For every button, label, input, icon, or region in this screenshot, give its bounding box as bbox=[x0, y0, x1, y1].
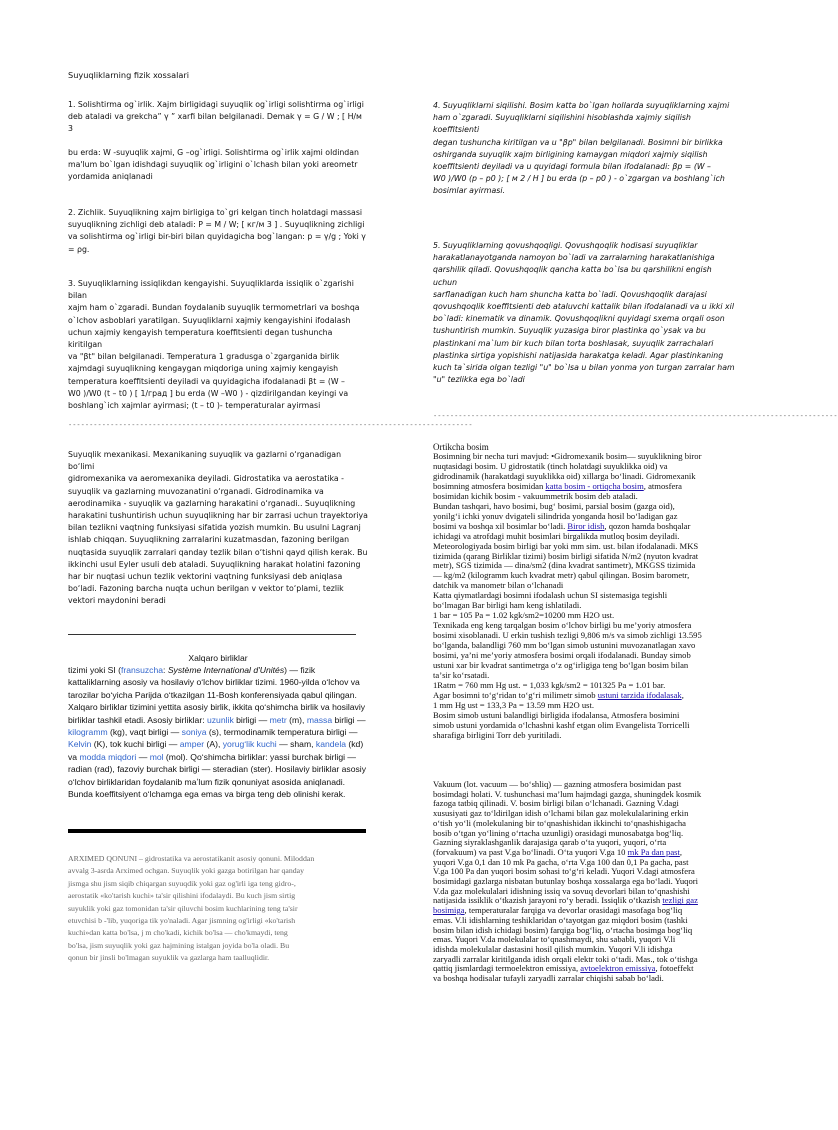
archimedes-paragraph: ARXIMED QONUNI – gidrostatika va aerostatikanit asosiy qonuni. Miloddan avvalg 3-asrda Arximed ochgan. Suyuqlik yoki gazga botirilgan har qanday jismga shu jism siqib chiqargan suyuqdik yoki gaz og'irli iga teng gidro-, aerostatik «ko'tarish kuchi» ta'sir qilishini ifodalaydi. Bu kuch jism sirtig suyuklik yoki gaz tomonidan ta'sir qiluvchi bosim kuchlarining teng ta'sir etuvchisi b -'lib, yuqoriga tik yo'naladi. Agar jismning og'irligi «ko'tarish kuchi»dan katta bo'lsa, j m cho'kadi, kichik bo'lsa — cho'kmaydi, teng bo'lsa, jism suyuqlik yoki gaz hajmining istalgan joyida bo'la oladi. Bu qonun bir jinsli bo'lmagan suyuklik va gazlarga ham taalluqlidir. bbox=[68, 854, 315, 963]
link-massa[interactable]: massa bbox=[306, 714, 333, 725]
link-kandela[interactable]: kandela bbox=[315, 739, 347, 750]
link-tezligi-gaz[interactable]: tezligi gaz bosimiga bbox=[433, 895, 698, 916]
density-paragraph: 2. Zichlik. Suyuqlikning xajm birligiga to`gri kelgan tinch holatdagi massasi suyuqlikning zichligi deb ataladi: P = M / W; [ кг/м 3 ] . Suyuqlikning zichligi va solishtirma og`irligi bir-biri bilan quyidagicha bog`langan: р = γ/g ; Yoki γ = ρg. bbox=[68, 208, 366, 254]
link-avtoelektron-emissiya[interactable]: avtoelektron emissiya bbox=[580, 963, 656, 974]
link-biror-idish[interactable]: Biror idish bbox=[567, 520, 605, 531]
si-section-title: Xalqaro birliklar bbox=[188, 653, 248, 663]
link-katta-bosim[interactable]: katta bosim - ortiqcha bosim bbox=[545, 480, 644, 491]
page-title: Suyuqliklarning fizik xossalari bbox=[68, 70, 190, 80]
excess-pressure-title: Ortikcha bosim bbox=[433, 442, 489, 452]
dashed-separator-left: ------------------------------------------------------------------------------------------------ bbox=[68, 421, 473, 429]
link-modda-miqdori[interactable]: modda miqdori bbox=[79, 751, 137, 762]
viscosity-paragraph: 5. Suyuqliklarning qovushqoqligi. Qovushqoqlik hodisasi suyuqliklar harakatlanayotganda namoyon bo`ladi va zarralarning harakatlanishiga qarshilik qiladi. Qovushqoqlik qancha katta bo`lsa bu qarshilikni engish uchun sarflanadigan kuch ham shuncha katta bo`ladi. Qovushqoqlik darajasi qovushqoqlik koeffitsienti deb ataluvchi kattalik bilan ifodalanadi va u ikki xil bo`ladi: kinematik va dinamik. Qovushqoqlikni quyidagi sxema orqali oson tushuntirish mumkin. Suyuqlik yuzasiga biror plastinka qo`ysak va bu plastinkani ma`lum bir kuch bilan torta boshlasak, suyuqlik zarrachalari plastinka sirtiga yopishishi natijasida harakatga keladi. Agar plastinkaning kuch ta`sirida olgan tezligi "u" bo`lsa u bilan yonma yon turgan zarralar ham "u" tezlikka ega bo`ladi bbox=[433, 241, 735, 385]
link-uzunlik[interactable]: uzunlik bbox=[206, 714, 234, 725]
fluid-mechanics-paragraph: Suyuqlik mexanikasi. Mexanikaning suyuqlik va gazlarni o‘rganadigan bo‘limi gidromexanika va aeromexanika deyiladi. Gidrostatika va aerostatika - suyuqlik va gazlarning muvozanatini o‘rganadi. Gidrodinamika va aerodinamika - suyuqlik va gazlarning harakatini o‘rganadi.. Suyuqlikning harakatini tushuntirish uchun suyuqlikning har bir zarrasi uchun trayektoriya bilan tezlikni vaqtning funksiyasi sifatida yozish mumkin. Bu usulni Lagranj ishlab chiqqan. Suyuqlikning zarralarini kuzatmasdan, fazoning berilgan nuqtasida suyuqlik zarralari qanday tezlik bilan o‘tishni qayd qilish kerak. Bu ikkinchi usul Eyler usuli deb ataladi. Suyuqlikning harakat holatini fazoning har bir nuqtasi uchun tezlik vektorini vaqtning funksiyasi deb aniqlasa bo‘ladi. Fazoning barcha nuqta uchun berilgan v vektor to‘plami, tezlik vektori maydonini beradi bbox=[68, 450, 368, 606]
link-ustuni-tarzida[interactable]: ustuni tarzida ifodalasak bbox=[597, 689, 682, 700]
dashed-separator-right: ------------------------------------------------------------------------------------------------ bbox=[433, 412, 838, 420]
link-soniya[interactable]: soniya bbox=[181, 727, 207, 738]
thick-horizontal-rule bbox=[68, 829, 366, 833]
link-mk-pa[interactable]: mk Pa dan past bbox=[627, 846, 680, 857]
vacuum-paragraph: Vakuum (lot. vacuum — boʻshliq) — gazning atmosfera bosimidan past bosimdagi holati. V. tushunchasi maʼlum hajmdagi gazga, shuningdek kosmik fazoga tatbiq qilinadi. V. bosim birligi bilan oʻlchanadi. Gazning V.dagi xususiyati gaz toʻldirilgan idish oʻlchami bilan gaz molekulalarining erkin oʻtish yoʻli (molekulaning bir toʻqnashishidan ikkinchi toʻqnashishigacha bosib oʻtgan yoʻlining oʻrtacha uzunligi) orasidagi munosabatga bogʻliq. Gazning siyraklashganlik darajasiga qarab oʻta yuqori, yuqori, oʻrta (forvakuum) va past V.ga boʻlinadi. Oʻta yuqori V.ga 10 mk Pa dan past, yuqori V.ga 0,1 dan 10 mk Pa gacha, oʻrta V.ga 100 dan 0,1 Pa gacha, past V.ga 100 Pa dan yuqori bosim sohasi toʻgʻri keladi. Yuqori V.dagi atmosfera bosimidagi gazlarga nisbatan butunlay boshqa xossalarga ega boʻladi. Yuqori V.da gaz molekulalari idishning issiq va sovuq devorlari bilan toʻqnashishi natijasida issiklik oʻtkazish jarayoni roʻy beradi. Issiqlik oʻtkazish tezligi gaz bosimiga, temperaturalar farqiga va devorlar orasidagi masofaga bogʻliq emas. V.li idishlarning teshiklaridan oʻtayotgan gaz miqdori bosim (tashki bosim bilan idish ichidagi bosim) farqiga bogʻliq, oʻrtacha bosimga bogʻliq emas. Yuqori V.da molekulalar toʻqnashmaydi, shu sababli, yuqori V.li idishda molekulalar dastasini hosil qilish mumkin. Yuqori V.li idishga zaryadli zarralar kiritilganda idish orqali elektr toki oʻtadi. Mas., tok oʻtishga qattiq jismlardagi termoelektron emissiya, avtoelektron emissiya, fotoeffekt va boshqa hodisalar tufayli zaryadli zarralar chiqishi sabab boʻladi. bbox=[433, 779, 702, 984]
link-mol[interactable]: mol bbox=[149, 751, 164, 762]
horizontal-rule bbox=[68, 634, 356, 635]
link-fransuzcha[interactable]: fransuzcha bbox=[121, 665, 164, 675]
specific-weight-note-paragraph: bu erda: W -suyuqlik xajmi, G –og`irligi. Solishtirma og`irlik xajmi oldindan ma'lum bo`lgan idishdagi suyuqlik og`irligini o`lchash bilan yoki areometr yordamida aniqlanadi bbox=[68, 148, 359, 182]
pressure-paragraph: Bosimning bir necha turi mavjud: •Gidromexanik bosim— suyuklikning biror nuqtasidagi bosim. U gidrostatik (tinch holatdagi suyuklikka oid) va gidrodinamik (harakatdagi suyuklikka oid) xillarga boʻlinadi. Gidromexanik bosimning atmosfera bosimidan katta bosim - ortiqcha bosim, atmosfera bosimidan kichik bosim - vakuummetrik bosim deb ataladi. Bundan tashqari, havo bosimi, bugʻ bosimi, parsial bosim (gazga oid), yonilgʻi ichki yonuv dvigateli silindrida yonganda hosil boʻladigan gaz bosimi va boshqa xil bosimlar boʻladi. Biror idish, qozon hamda boshqalar ichidagi va atrofdagi muhit bosimlari birgalikda mutloq bosim deyiladi. Meteorologiyada bosim birligi bar yoki mm sim. ust. bilan ifodalanadi. MKS tizimida (qarang Birliklar tizimi) bosim birligi sifatida N/m2 (nyuton kvadrat metr), SGS tizimida — dina/sm2 (dina kvadrat santimetr), MKGSS tizimida — kg/m2 (kilogramm kuch kvadrat metr) qabul qilingan. Bosim barometr, datchik va manometr bilan oʻlchanadi Katta qiymatlardagi bosimni ifodalash uchun SI sistemasiga tegishli boʻlmagan Bar birligi ham keng ishlatiladi. 1 bar = 105 Pa = 1.02 kgk/sm2=10200 mm H2O ust. Texnikada eng keng tarqalgan bosim oʻlchov birligi bu meʼyoriy atmosfera bosimi xisoblanadi. U erkin tushish tezligi 9,806 m/s va simob zichligi 13.595 boʻlganda, balandligi 760 mm boʻlgan simob ustunini muvozanatlagan xavo bosimi, yaʼni meʼyoriy atmosfera bosimi orqali ifodalanadi. Bunday simob ustuni xar bir kvadrat santimetrga oʻz ogʻirligiga teng boʻlgan bosim bilan taʼsir koʻrsatadi. 1Ratm = 760 mm Hg ust. = 1,033 kgk/sm2 = 101325 Pa = 1.01 bar. Agar bosimni toʻgʻridan toʻgʻri milimetr simob ustuni tarzida ifodalasak, 1 mm Hg ust = 133,3 Pa = 13.59 mm H2O ust. Bosim simob ustuni balandligi birligida ifodalansa, Atmosfera bosimini simob ustuni yordamida oʻlchashni kashf etgan olim Evangelista Torricelli sharafiga birligini Torr deb yuritiladi. bbox=[433, 451, 702, 740]
si-units-paragraph: tizimi yoki SI (fransuzcha: Système International d'Unités) — fizik kattaliklarning asosiy va hosilaviy oʻlchov birliklar tizimi. 1960-yilda oʻlchov va tarozilar boʻyicha Parijda oʻtkazilgan 11-Bosh konferensiyada qabul qilingan. Xalqaro birliklar tizimini yettita asosiy birlik, ikkita qoʻshimcha birlik va hosilaviy birliklar tashkil etadi. Asosiy birliklar: uzunlik birligi — metr (m), massa birligi — kilogramm (kg), vaqt birligi — soniya (s), termodinamik temperatura birligi — Kelvin (K), tok kuchi birligi — amper (A), yorugʻlik kuchi — sham, kandela (kd) va modda miqdori — mol (mol). Qoʻshimcha birliklar: yassi burchak birligi — radian (rad), fazoviy burchak birligi — steradian (ster). Hosilaviy birliklar asosiy oʻlchov birliklaridan foydalanib maʼlum fizik qonuniyat asosida aniqlanadi. Bunda koeffitsiyent oʻlchamga ega emas va birga teng deb olinishi kerak. bbox=[68, 665, 367, 800]
specific-weight-paragraph: 1. Solishtirma og`irlik. Xajm birligidagi suyuqlik og`irligi solishtirma og`irligi deb ataladi va grekcha” γ ” xarfi bilan belgilanadi. Demak γ = G / W ; [ Н/м 3 bbox=[68, 100, 364, 134]
link-kelvin[interactable]: Kelvin bbox=[68, 739, 92, 750]
link-amper[interactable]: amper bbox=[179, 739, 205, 750]
thermal-expansion-paragraph: 3. Suyuqliklarning issiqlikdan kengayishi. Suyuqliklarda issiqlik o`zgarishi bilan xajm ham o`zgaradi. Bundan foydalanib suyuqlik termometrlari va boshqa o`lchov asboblari yaratilgan. Suyuqliklarni xajmiy kengayishini ifodalash uchun xajmiy kengayish temperatura koeffitsienti degan tushuncha kiritilgan va "βt" bilan belgilanadi. Temperatura 1 gradusga o`zgarganida birlik xajmdagi suyuqlikning kengaygan miqdoriga uning xajmiy kengayish temperatura koeffitsienti deyiladi va quyidagicha ifodalanadi βt = (W – W0 )/W0 (t – t0 ) [ 1/град ] bu erda (W –W0 ) - qizdirilgandan keyingi va boshlang`ich xajmlar ayirmasi; (t – t0 )- temperaturalar ayirmasi bbox=[68, 279, 360, 411]
link-metr[interactable]: metr bbox=[269, 714, 287, 725]
link-yoruglik-kuchi[interactable]: yorugʻlik kuchi bbox=[222, 739, 277, 750]
link-kilogramm[interactable]: kilogramm bbox=[68, 727, 108, 738]
compressibility-paragraph: 4. Suyuqliklarni siqilishi. Bosim katta bo`lgan hollarda suyuqliklarning xajmi ham o`zgaradi. Suyuqliklarni siqilishini hisoblashda xajmiy siqilish koeffitsienti degan tushuncha kiritilgan va u "βр" bilan belgilanadi. Bosimni bir birlikka oshirganda suyuqlik xajm birligining kamaygan miqdori xajmiy siqilish koeffitsienti deyiladi va u quyidagi formula bilan ifodalanadi: βр = (W – W0 )/W0 (р – р0 ); [ м 2 / Н ] bu erda (р – р0 ) - o`zgargan va boshlang`ich bosimlar ayirmasi. bbox=[433, 101, 730, 196]
